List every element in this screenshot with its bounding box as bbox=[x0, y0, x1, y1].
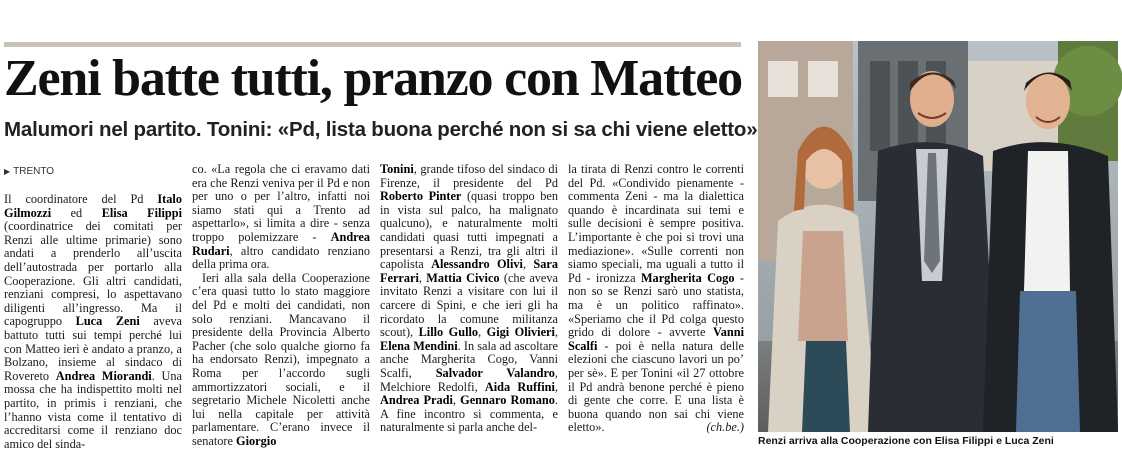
header-rule bbox=[4, 42, 741, 47]
article-paragraph: Il coordinatore del Pd Italo Gilmozzi ed Elisa Filippi (coordinatrice dei comitati per Renzi alle ultime primarie) sono andati a prenderlo all’uscita dell’autostrada per portarlo alla Cooperazione. Gli altri candidati, renziani compresi, lo aspettavano diligenti all’ingresso. Ma il capogruppo Luca Zeni aveva battuto tutti sui tempi perché lui con Matteo ieri è andato a pranzo, a Bolzano, insieme al sindaco di Rovereto Andrea Miorandi. Una mossa che ha indispettito molti nel partito, in primis i renziani, che l’hanno vista come il tentativo di accreditarsi come il renziano doc amico del sinda- bbox=[4, 192, 183, 451]
person-name: Roberto Pinter bbox=[380, 189, 462, 204]
person-name: Lillo Gullo bbox=[418, 325, 479, 340]
article-paragraph: co. «La regola che ci eravamo dati era che Renzi veniva per il Pd e non per uno o per l’altro, infatti noi siamo stati qui a Trento ad aspettarlo», si limita a dire - senza troppo polemizzare - Andrea Rudari, altro candidato renziano della prima ora. bbox=[192, 162, 370, 272]
person-name: Salvador Valandro bbox=[435, 365, 555, 380]
person-name: Italo Gilmozzi bbox=[4, 192, 182, 220]
person-name: Luca Zeni bbox=[75, 314, 140, 329]
triangle-icon: ▶ bbox=[4, 167, 11, 176]
dateline bbox=[4, 166, 54, 177]
photo-caption: Renzi arriva alla Cooperazione con Elisa Filippi e Luca Zeni bbox=[758, 435, 1054, 447]
person-name: Elisa Filippi bbox=[101, 205, 182, 220]
person-name: Alessandro Olivi bbox=[431, 257, 523, 272]
article-column-1 bbox=[4, 193, 182, 463]
dateline-text: TRENTO bbox=[13, 166, 55, 177]
article-column-3 bbox=[380, 163, 558, 433]
person-name: Tonini bbox=[380, 162, 414, 176]
news-photo bbox=[758, 41, 1118, 432]
person-name: Gigi Olivieri bbox=[486, 325, 555, 340]
person-name: Gennaro Romano bbox=[460, 393, 555, 408]
person-name: Andrea Miorandi bbox=[55, 368, 152, 383]
person-name: Mattia Civico bbox=[426, 270, 500, 285]
article-column-2 bbox=[192, 162, 370, 448]
person-name: Andrea Pradi bbox=[380, 393, 453, 408]
article-paragraph: la tirata di Renzi contro le correnti del Pd. «Condivido pienamente - commenta Zeni - ma la dialettica quando è incardinata sui temi e sulle decisioni è sempre positiva. L’importante è che poi si trovi una mediazione». «Sulle correnti non siamo speciali, ma uguali a tutto il Pd - ironizza Margherita Cogo - non so se Renzi sarò uno statista, ma è un politico raffinato». «Speriamo che il Pd colga questo grido di dolore - avverte Vanni Scalfi - poi è nella natura delle elezioni che ciascuno lavori un po’ per sè». E per Tonini «il 27 ottobre il Pd andrà benone perché è pieno di gente che corre. E una lista è buona quando non sai chi viene eletto». (ch.be.) bbox=[568, 162, 745, 435]
person-name: Andrea Rudari bbox=[192, 229, 370, 258]
headline: Zeni batte tutti, pranzo con Matteo bbox=[4, 50, 742, 107]
person-name: Elena Mendini bbox=[380, 338, 458, 353]
person-name: Aida Ruffini bbox=[484, 379, 555, 394]
person-name: Giorgio bbox=[236, 433, 277, 448]
article-paragraph: Tonini, grande tifoso del sindaco di Firenze, il presidente del Pd Roberto Pinter (quasi troppo ben in vista sul palco, ha malignato qualcuno), e naturalmente molti candidati quasi tutti impegnati a presentarsi a Renzi, tra gli altri il capolista Alessandro Olivi, Sara Ferrari, Mattia Civico (che aveva invitato Renzi a visitare con lui il carcere di Spini, e che ieri gli ha ricordato la comune militanza scout), Lillo Gullo, Gigi Olivieri, Elena Mendini. In sala ad ascoltare anche Margherita Cogo, Vanni Scalfi, Salvador Valandro, Melchiore Redolfi, Aida Ruffini, Andrea Pradi, Gennaro Romano. A fine incontro si commenta, e naturalmente si parla anche del- bbox=[380, 162, 559, 435]
subheadline: Malumori nel partito. Tonini: «Pd, lista buona perché non si sa chi viene eletto» bbox=[4, 118, 758, 141]
person-name: Vanni Scalfi bbox=[568, 325, 744, 353]
article-column-4 bbox=[568, 163, 744, 433]
person-name: Margherita Cogo bbox=[640, 270, 735, 285]
article-paragraph: Ieri alla sala della Cooperazione c’era quasi tutto lo stato maggiore del Pd e molti dei candidati, non solo renziani. Mancavano il presidente della Provincia Alberto Pacher (che solo qualche giorno fa ha endorsato Renzi), impegnato a Roma per l’accordo sugli ammortizzatori sociali, e il segretario Michele Nicoletti anche lui nella capitale per attività parlamentare. C’erano invece il senatore Giorgio bbox=[192, 270, 370, 448]
person-name: Sara Ferrari bbox=[380, 257, 559, 285]
author-signoff: (ch.be.) bbox=[706, 420, 744, 435]
